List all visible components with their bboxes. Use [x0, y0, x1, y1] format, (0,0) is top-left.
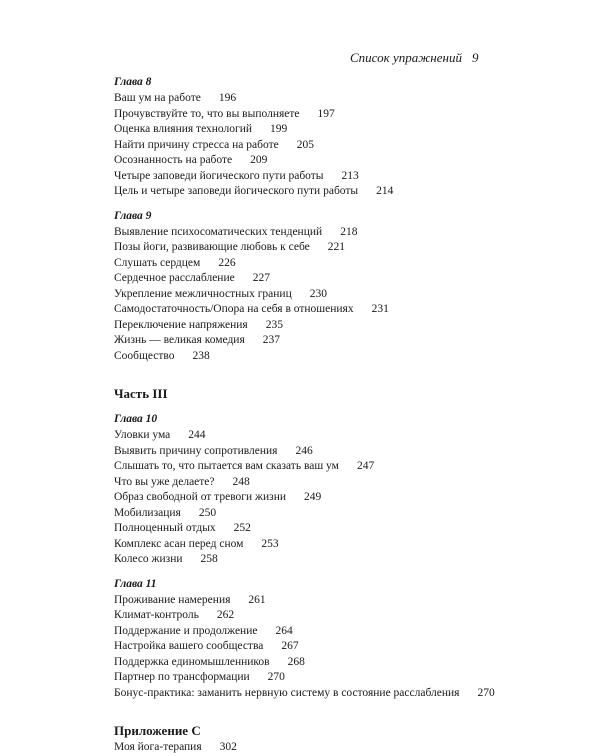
exercise-entry	[114, 655, 584, 671]
part-heading: Часть III	[114, 386, 168, 401]
exercise-page-number: 235	[265, 318, 283, 331]
exercise-entry	[114, 107, 584, 123]
exercise-title: Образ свободной от тревоги жизни	[114, 491, 287, 503]
exercise-entry	[114, 608, 584, 624]
exercise-title: Климат-контроль	[114, 609, 199, 621]
exercise-entry	[114, 91, 584, 107]
exercise-title: Позы йоги, развивающие любовь к себе	[114, 241, 310, 253]
chapter-heading: Глава 11	[114, 577, 157, 590]
exercise-title: Поддержка единомышленников	[114, 655, 270, 668]
exercise-title: Уловки ума	[114, 429, 171, 441]
header-page-number: 9	[471, 50, 479, 65]
exercise-page-number: 196	[218, 92, 237, 104]
exercise-entry	[114, 318, 584, 334]
exercise-entry	[114, 225, 584, 241]
exercise-page-number: 226	[218, 256, 236, 269]
exercise-page-number: 253	[261, 537, 279, 550]
exercise-page-number: 199	[270, 123, 288, 135]
chapter-heading: Глава 8	[114, 76, 152, 88]
exercise-title: Что вы уже делаете?	[114, 475, 215, 488]
exercise-title: Настройка вашего сообщества	[114, 640, 264, 652]
exercise-title: Сообщество	[114, 349, 175, 362]
exercise-page-number: 205	[296, 138, 314, 151]
exercise-title: Цель и четыре заповеди йогического пути работы	[114, 185, 359, 197]
exercise-page-number: 238	[192, 349, 210, 362]
exercise-entry	[114, 138, 584, 154]
exercise-entry	[114, 521, 584, 537]
exercise-entry	[114, 349, 584, 365]
exercise-entry	[114, 153, 584, 169]
running-header	[350, 50, 478, 66]
exercise-title: Слышать то, что пытается вам сказать ваш ум	[114, 460, 339, 472]
exercise-title: Мобилизация	[114, 506, 181, 519]
exercise-title: Полноценный отдых	[114, 522, 216, 534]
exercise-entry	[114, 624, 584, 640]
exercise-title: Сердечное расслабление	[114, 272, 235, 284]
exercise-title: Оценка влияния технологий	[114, 123, 253, 135]
exercise-entry	[114, 428, 584, 444]
exercise-entry	[114, 122, 584, 138]
exercise-page-number: 218	[340, 225, 358, 238]
exercise-title: Бонус-практика: заманить нервную систему в состояние расслабления	[114, 686, 460, 699]
exercise-entry	[114, 240, 584, 256]
exercise-page-number: 214	[376, 185, 394, 197]
exercise-page-number: 209	[250, 154, 268, 166]
exercise-page-number: 213	[341, 169, 359, 182]
exercise-page-number: 197	[317, 107, 335, 120]
exercise-entry	[114, 302, 584, 318]
exercise-title: Укрепление межличностных границ	[114, 287, 292, 300]
chapter-heading: Глава 10	[114, 413, 158, 425]
exercise-entry	[114, 271, 584, 287]
exercise-title: Выявление психосоматических тенденций	[114, 225, 323, 238]
exercise-entry	[114, 459, 584, 475]
exercise-page-number: 250	[198, 506, 217, 519]
exercise-page-number: 221	[327, 241, 346, 253]
exercise-entry	[114, 552, 584, 568]
exercise-page-number: 247	[356, 460, 375, 472]
exercise-page-number: 246	[295, 444, 313, 457]
exercise-entry	[114, 639, 584, 655]
exercise-title: Ваш ум на работе	[114, 92, 201, 104]
exercise-entry	[114, 686, 584, 702]
exercise-page-number: 252	[233, 522, 251, 534]
exercise-page-number: 270	[267, 671, 285, 683]
exercise-title: Комплекс асан перед сном	[114, 537, 244, 550]
exercise-title: Выявить причину сопротивления	[114, 444, 278, 457]
exercise-entry	[114, 475, 584, 491]
exercise-entry	[114, 444, 584, 460]
exercise-title: Четыре заповеди йогического пути работы	[114, 169, 324, 182]
exercise-page-number: 258	[200, 553, 218, 565]
exercise-page-number: 268	[287, 655, 305, 668]
exercise-title: Самодостаточность/Опора на себя в отношениях	[114, 303, 354, 315]
exercise-title: Осознанность на работе	[114, 154, 233, 166]
exercise-title: Колесо жизни	[114, 553, 183, 565]
exercise-entry	[114, 490, 584, 506]
exercise-entry	[114, 506, 584, 522]
exercise-page-number: 262	[216, 609, 235, 621]
exercise-entry	[114, 333, 584, 349]
exercise-page-number: 264	[275, 624, 293, 637]
exercise-page-number: 248	[232, 475, 250, 488]
exercise-page-number: 227	[252, 272, 270, 284]
exercise-page-number: 244	[188, 429, 206, 441]
chapter-heading: Глава 9	[114, 209, 152, 222]
header-title: Список упражнений	[350, 50, 462, 65]
appendix-heading: Приложение С	[114, 723, 201, 738]
exercise-title: Слушать сердцем	[114, 256, 201, 269]
exercise-title: Поддержание и продолжение	[114, 624, 258, 637]
exercise-title: Жизнь — великая комедия	[114, 334, 245, 346]
exercise-title: Партнер по трансформации	[114, 671, 250, 683]
exercise-page-number: 230	[309, 287, 327, 300]
exercise-entry	[114, 537, 584, 553]
exercise-list	[114, 76, 584, 756]
exercise-page-number: 237	[262, 334, 281, 346]
exercise-page-number: 249	[304, 491, 322, 503]
exercise-entry	[114, 169, 584, 185]
exercise-entry	[114, 593, 584, 609]
exercise-entry	[114, 256, 584, 272]
exercise-page-number: 270	[477, 686, 495, 699]
exercise-title: Переключение напряжения	[114, 318, 248, 331]
exercise-page-number: 231	[371, 303, 389, 315]
exercise-page-number: 302	[219, 741, 237, 753]
exercise-entry	[114, 287, 584, 303]
exercise-title: Найти причину стресса на работе	[114, 138, 279, 151]
exercise-page-number: 261	[248, 593, 266, 606]
exercise-title: Проживание намерения	[114, 593, 231, 606]
exercise-entry	[114, 670, 584, 686]
exercise-entry	[114, 740, 584, 756]
exercise-entry	[114, 184, 584, 200]
exercise-title: Прочувствуйте то, что вы выполняете	[114, 107, 300, 120]
exercise-title: Моя йога-терапия	[114, 741, 202, 753]
exercise-page-number: 267	[281, 640, 299, 652]
